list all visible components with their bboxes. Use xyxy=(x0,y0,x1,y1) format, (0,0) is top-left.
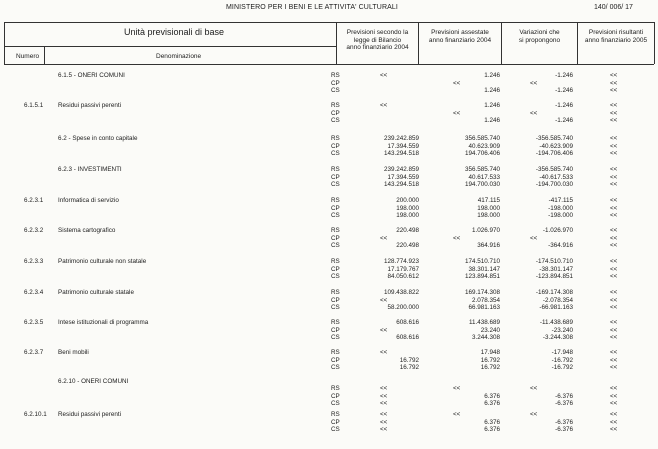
header-left-rule xyxy=(4,22,5,64)
row-code: 6.2.3.7 xyxy=(24,349,44,356)
header-bottom-rule xyxy=(4,64,654,65)
row-types: RS CP CS xyxy=(331,135,340,157)
row-previsioni-bilancio: 239.242.859 17.394.559 143.294.518 xyxy=(383,166,419,188)
row-previsioni-bilancio: 128.774.923 17.179.767 84.050.612 xyxy=(383,258,419,280)
row-label: 6.2 - Spese in conto capitale xyxy=(58,135,138,142)
row-previsioni-assestate: << 6.376 6.376 xyxy=(453,385,500,407)
table-header xyxy=(4,22,654,64)
row-code: 6.2.3.2 xyxy=(24,227,44,234)
header-group-title: Unità previsionali di base xyxy=(123,27,225,37)
table-row xyxy=(0,166,658,190)
header-denominazione: Denominazione xyxy=(156,53,202,60)
table-row xyxy=(0,349,658,373)
header-col-assestate: Previsioni assestate anno finanziario 2004 xyxy=(428,29,492,44)
row-variazioni: -417.115 -198.000 -198.000 xyxy=(548,197,573,219)
row-types: RS CP CS xyxy=(331,319,340,341)
row-variazioni: -1.026.970 << -364.916 xyxy=(530,227,573,249)
row-previsioni-risultanti: << << << xyxy=(610,319,618,341)
row-variazioni: << -6.376 -6.376 xyxy=(530,385,573,407)
row-types: RS CP CS xyxy=(331,197,340,219)
table-row xyxy=(0,411,658,435)
row-label: Intese istituzionali di programma xyxy=(58,319,149,326)
row-previsioni-assestate: 1.246 << 1.246 xyxy=(453,102,500,124)
row-previsioni-bilancio: 239.242.859 17.394.559 143.294.518 xyxy=(383,135,419,157)
row-previsioni-bilancio: 220.498 << 220.498 xyxy=(380,227,419,249)
row-types: RS CP CS xyxy=(331,227,340,249)
header-group-rule xyxy=(4,46,336,47)
row-variazioni: -169.174.308 -2.078.354 -66.981.163 xyxy=(535,289,573,311)
row-previsioni-assestate: 11.438.689 23.240 3.244.308 xyxy=(468,319,500,341)
header-numero: Numero xyxy=(16,53,40,60)
row-label: Residui passivi perenti xyxy=(58,411,121,418)
row-code: 6.1.5.1 xyxy=(24,102,44,109)
row-code: 6.2.3.5 xyxy=(24,319,44,326)
row-previsioni-assestate: 356.585.740 40.623.909 194.706.406 xyxy=(464,135,500,157)
row-previsioni-assestate: 1.026.970 << 364.916 xyxy=(453,227,500,249)
row-label: Residui passivi perenti xyxy=(58,102,121,109)
row-previsioni-risultanti: << << << xyxy=(610,197,618,219)
row-code: 6.2.3.4 xyxy=(24,289,44,296)
table-row xyxy=(0,378,658,407)
row-label: Sistema cartografico xyxy=(58,227,116,234)
header-col-risultanti: Previsioni risultanti anno finanziario 2005 xyxy=(584,29,648,44)
row-previsioni-bilancio: 109.438.822 << 58.200.000 xyxy=(380,289,419,311)
table-row xyxy=(0,319,658,343)
row-previsioni-risultanti: << << << xyxy=(610,349,618,371)
row-types: RS CP CS xyxy=(331,349,340,371)
row-previsioni-risultanti: << << << xyxy=(610,227,618,249)
table-row xyxy=(0,135,658,159)
row-previsioni-bilancio: << << << xyxy=(380,411,388,433)
row-types: RS CP CS xyxy=(331,385,340,407)
row-previsioni-bilancio: 200.000 198.000 198.000 xyxy=(396,197,419,219)
row-variazioni: -17.948 -16.792 -16.792 xyxy=(551,349,573,371)
row-types: RS CP CS xyxy=(331,258,340,280)
row-previsioni-risultanti: << << << xyxy=(610,135,618,157)
table-row xyxy=(0,102,658,126)
row-variazioni: -356.585.740 -40.617.533 -194.700.030 xyxy=(535,166,573,188)
row-previsioni-risultanti: << << << xyxy=(610,166,618,188)
row-code: 6.2.3.3 xyxy=(24,258,44,265)
page-title: MINISTERO PER I BENI E LE ATTIVITA' CULTURALI xyxy=(226,4,398,11)
row-previsioni-assestate: 417.115 198.000 198.000 xyxy=(477,197,500,219)
row-code: 6.2.3.1 xyxy=(24,197,44,204)
row-previsioni-assestate: 17.948 16.792 16.792 xyxy=(480,349,500,371)
row-previsioni-bilancio: << 16.792 16.792 xyxy=(380,349,419,371)
row-previsioni-bilancio: << xyxy=(380,72,388,79)
row-variazioni: -174.510.710 -38.301.147 -123.894.851 xyxy=(535,258,573,280)
header-col-variazioni: Variazioni che si propongono xyxy=(518,29,561,44)
row-types: RS CP CS xyxy=(331,166,340,188)
table-row xyxy=(0,197,658,221)
table-row xyxy=(0,72,658,96)
row-label: Informatica di servizio xyxy=(58,197,119,204)
row-label: Beni mobili xyxy=(58,349,89,356)
row-types: RS CP CS xyxy=(331,411,340,433)
row-previsioni-assestate: 169.174.308 2.078.354 66.981.163 xyxy=(464,289,500,311)
row-label: Patrimonio culturale statale xyxy=(58,289,134,296)
row-label: 6.2.3 - INVESTIMENTI xyxy=(58,166,122,173)
header-numero-rule xyxy=(44,46,45,64)
row-previsioni-bilancio: << xyxy=(380,102,388,109)
row-previsioni-risultanti: << << << xyxy=(610,72,618,94)
row-previsioni-risultanti: << << << xyxy=(610,289,618,311)
row-previsioni-assestate: 174.510.710 38.301.147 123.894.851 xyxy=(464,258,500,280)
header-col-legge-bilancio: Previsioni secondo la legge di Bilancio anno finanziario 2004 xyxy=(346,29,409,51)
row-previsioni-bilancio: 608.616 << 608.616 xyxy=(380,319,419,341)
table-row xyxy=(0,258,658,282)
row-variazioni: -356.585.740 -40.623.909 -194.706.406 xyxy=(535,135,573,157)
row-variazioni: -1.246 << -1.246 xyxy=(530,102,573,124)
row-variazioni: -11.438.689 -23.240 -3.244.308 xyxy=(539,319,573,341)
row-label: Patrimonio culturale non statale xyxy=(58,258,147,265)
row-variazioni: << -6.376 -6.376 xyxy=(530,411,573,433)
row-previsioni-risultanti: << << << xyxy=(610,258,618,280)
row-label: 6.2.10 - ONERI COMUNI xyxy=(58,378,129,385)
row-previsioni-assestate: << 6.376 6.376 xyxy=(453,411,500,433)
row-previsioni-bilancio: << << << xyxy=(380,385,388,407)
row-types: RS CP CS xyxy=(331,289,340,311)
row-previsioni-assestate: 1.246 << 1.246 xyxy=(453,72,500,94)
header-top-rule xyxy=(4,22,654,23)
row-previsioni-risultanti: << << << xyxy=(610,102,618,124)
table-row xyxy=(0,227,658,251)
row-types: RS CP CS xyxy=(331,102,340,124)
header-right-rule xyxy=(654,22,655,64)
row-code: 6.2.10.1 xyxy=(24,411,47,418)
row-variazioni: -1.246 << -1.246 xyxy=(530,72,573,94)
row-previsioni-assestate: 356.585.740 40.617.533 194.700.030 xyxy=(464,166,500,188)
row-types: RS CP CS xyxy=(331,72,340,94)
row-previsioni-risultanti: << << << xyxy=(610,385,618,407)
table-row xyxy=(0,289,658,313)
row-label: 6.1.5 - ONERI COMUNI xyxy=(58,72,125,79)
row-previsioni-risultanti: << << << xyxy=(610,411,618,433)
page-reference: 140/ 006/ 17 xyxy=(594,4,633,11)
